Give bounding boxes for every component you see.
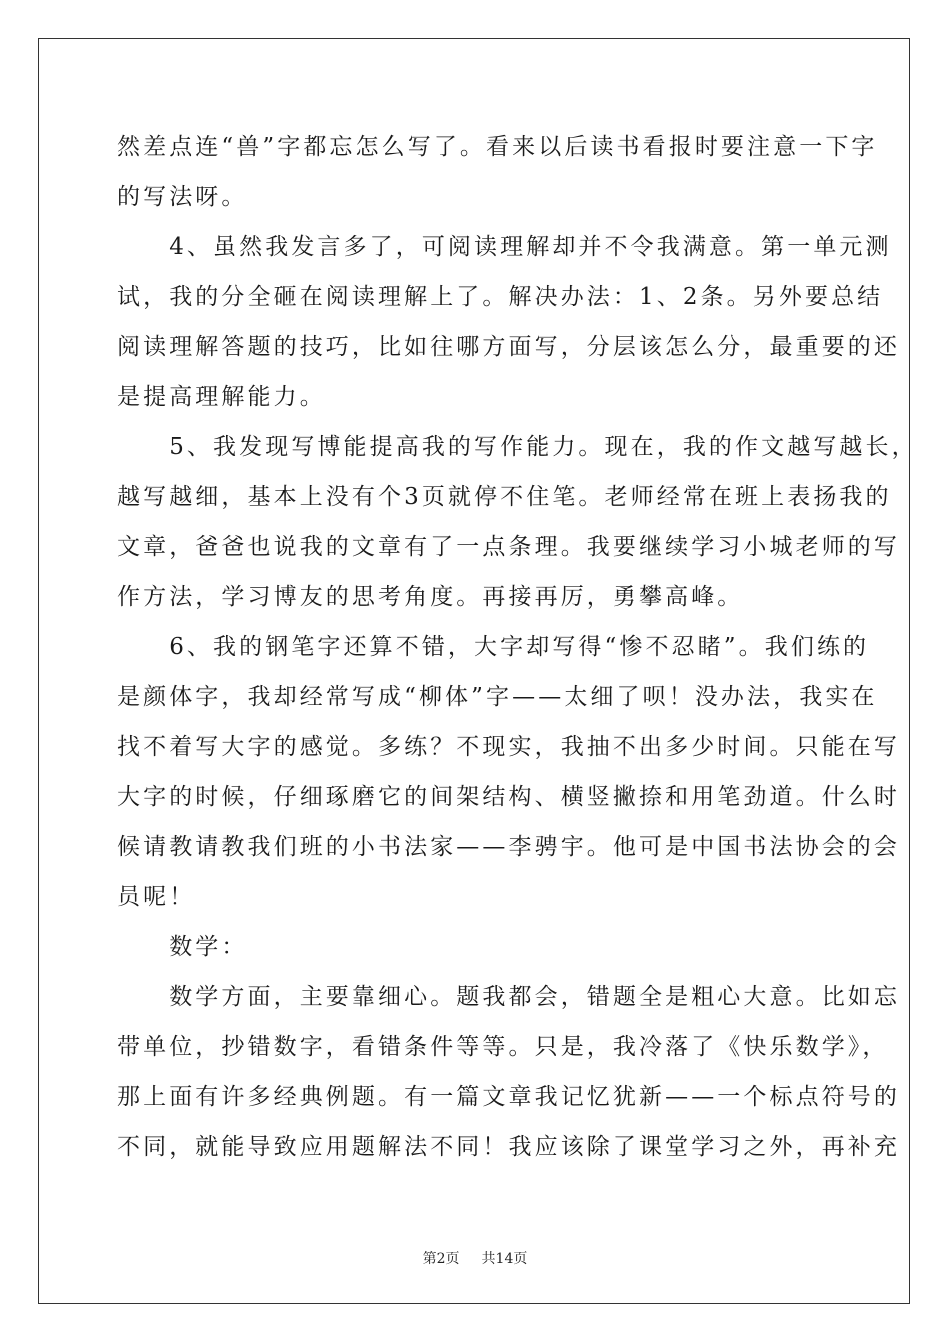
page-footer bbox=[0, 1248, 950, 1268]
page-number: 第2页 bbox=[422, 1251, 460, 1267]
text-line: 阅读理解答题的技巧，比如往哪方面写，分层该怎么分，最重要的还 bbox=[117, 334, 900, 360]
text-line: 5、我发现写博能提高我的写作能力。现在，我的作文越写越长， bbox=[117, 434, 918, 460]
document-body bbox=[117, 128, 918, 1178]
text-line: 员呢！ bbox=[117, 884, 196, 910]
page-total: 共14页 bbox=[481, 1251, 528, 1267]
text-line: 6、我的钢笔字还算不错，大字却写得“惨不忍睹”。我们练的 bbox=[117, 634, 870, 660]
text-line: 4、虽然我发言多了，可阅读理解却并不令我满意。第一单元测 bbox=[117, 234, 892, 260]
text-line: 不同，就能导致应用题解法不同！我应该除了课堂学习之外，再补充 bbox=[117, 1134, 900, 1160]
text-line: 带单位，抄错数字，看错条件等等。只是，我冷落了《快乐数学》， bbox=[117, 1034, 889, 1060]
text-line: 大字的时候，仔细琢磨它的间架结构、横竖撇捺和用笔劲道。什么时 bbox=[117, 784, 900, 810]
text-line: 然差点连“兽”字都忘怎么写了。看来以后读书看报时要注意一下字 bbox=[117, 134, 878, 160]
text-line: 候请教请教我们班的小书法家——李骋宇。他可是中国书法协会的会 bbox=[117, 834, 900, 860]
text-line: 数学方面，主要靠细心。题我都会，错题全是粗心大意。比如忘 bbox=[117, 984, 900, 1010]
text-line: 越写越细，基本上没有个3页就停不住笔。老师经常在班上表扬我的 bbox=[117, 484, 892, 510]
text-line: 试，我的分全砸在阅读理解上了。解决办法：1、2条。另外要总结 bbox=[117, 284, 884, 310]
text-line: 作方法，学习博友的思考角度。再接再厉，勇攀高峰。 bbox=[117, 584, 744, 610]
section-heading: 数学： bbox=[117, 934, 248, 960]
text-line: 文章，爸爸也说我的文章有了一点条理。我要继续学习小城老师的写 bbox=[117, 534, 900, 560]
text-line: 是颜体字，我却经常写成“柳体”字——太细了呗！没办法，我实在 bbox=[117, 684, 878, 710]
text-line: 的写法呀。 bbox=[117, 184, 248, 210]
text-line: 找不着写大字的感觉。多练？不现实，我抽不出多少时间。只能在写 bbox=[117, 734, 900, 760]
text-line: 那上面有许多经典例题。有一篇文章我记忆犹新——一个标点符号的 bbox=[117, 1084, 900, 1110]
text-line: 是提高理解能力。 bbox=[117, 384, 326, 410]
